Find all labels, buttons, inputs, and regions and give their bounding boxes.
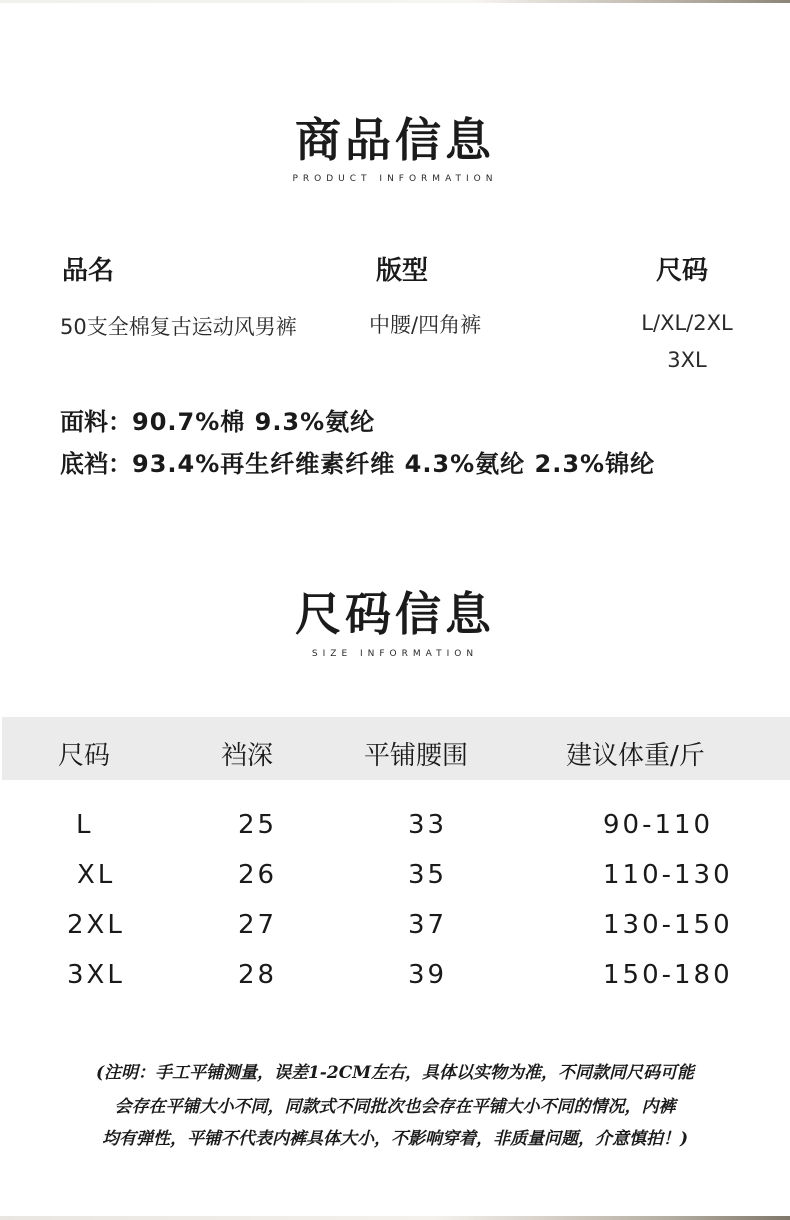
row-flat-waist: 35 bbox=[408, 860, 448, 890]
row-size: 2XL bbox=[67, 910, 125, 940]
row-size: 3XL bbox=[67, 960, 125, 990]
row-size: XL bbox=[77, 860, 116, 890]
size-label: 尺码 bbox=[656, 256, 709, 286]
size-table-header bbox=[2, 717, 790, 780]
row-weight: 110-130 bbox=[603, 860, 733, 890]
table-row bbox=[0, 860, 790, 910]
row-flat-waist: 37 bbox=[408, 910, 448, 940]
note-line-2: 会存在平铺大小不同，同款式不同批次也会存在平铺大小不同的情况，内裤 bbox=[114, 1097, 676, 1117]
row-crotch-depth: 28 bbox=[238, 960, 278, 990]
size-value-line2: 3XL bbox=[667, 348, 707, 372]
product-info-subtitle: PRODUCT INFORMATION bbox=[292, 174, 498, 184]
row-flat-waist: 33 bbox=[408, 810, 448, 840]
crotch-label: 底裆： bbox=[60, 450, 132, 478]
size-info-title: 尺码信息 bbox=[295, 587, 495, 641]
header-flat-waist: 平铺腰围 bbox=[364, 741, 469, 771]
row-crotch-depth: 26 bbox=[238, 860, 278, 890]
row-crotch-depth: 27 bbox=[238, 910, 278, 940]
row-weight: 90-110 bbox=[603, 810, 714, 840]
product-info-title: 商品信息 bbox=[295, 113, 495, 167]
fit-value: 中腰/四角裤 bbox=[369, 313, 482, 337]
top-decorative-rule bbox=[0, 0, 790, 3]
product-name-label: 品名 bbox=[62, 256, 115, 286]
row-weight: 130-150 bbox=[603, 910, 733, 940]
header-suggested-weight: 建议体重/斤 bbox=[566, 741, 705, 771]
size-info-subtitle: SIZE INFORMATION bbox=[311, 649, 479, 659]
fabric-composition bbox=[60, 402, 375, 437]
crotch-value: 93.4%再生纤维素纤维 4.3%氨纶 2.3%锦纶 bbox=[132, 450, 656, 478]
fabric-label: 面料： bbox=[60, 408, 132, 436]
header-crotch-depth: 裆深 bbox=[221, 741, 274, 771]
row-size: L bbox=[76, 810, 94, 840]
fit-label: 版型 bbox=[376, 256, 429, 286]
size-value-line1: L/XL/2XL bbox=[641, 311, 733, 335]
note-line-3: 均有弹性，平铺不代表内裤具体大小，不影响穿着，非质量问题，介意慎拍！) bbox=[101, 1129, 689, 1149]
crotch-composition bbox=[60, 444, 655, 479]
fabric-value: 90.7%棉 9.3%氨纶 bbox=[132, 408, 376, 436]
row-crotch-depth: 25 bbox=[238, 810, 278, 840]
note-line-1: (注明：手工平铺测量，误差1-2CM左右，具体以实物为准，不同款同尺码可能 bbox=[95, 1063, 695, 1083]
bottom-decorative-rule bbox=[0, 1216, 790, 1220]
header-size: 尺码 bbox=[58, 741, 111, 771]
row-flat-waist: 39 bbox=[408, 960, 448, 990]
product-name-value: 50支全棉复古运动风男裤 bbox=[60, 315, 297, 339]
row-weight: 150-180 bbox=[603, 960, 733, 990]
table-row bbox=[0, 910, 790, 960]
table-row bbox=[0, 960, 790, 1010]
table-row bbox=[0, 810, 790, 860]
